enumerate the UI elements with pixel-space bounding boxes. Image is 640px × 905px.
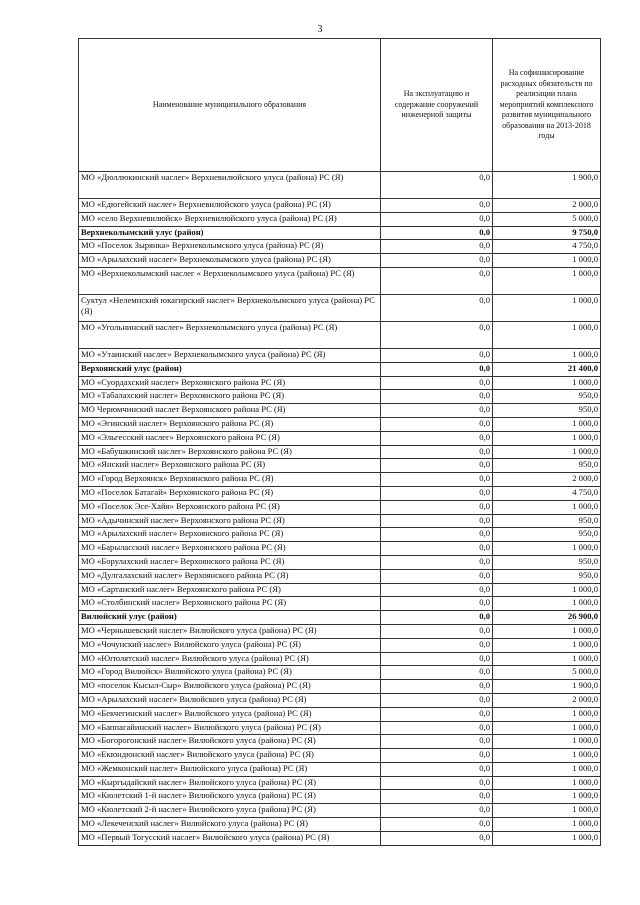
cell-maintenance: 0,0 [381, 693, 493, 707]
table-row [79, 240, 601, 254]
table-row [79, 555, 601, 569]
cell-maintenance: 0,0 [381, 500, 493, 514]
cell-name: МО «Чочунский наслег» Вилюйского улуса (района) РС (Я) [79, 638, 381, 652]
cell-cofinancing: 26 900,0 [493, 611, 601, 625]
cell-cofinancing: 1 000,0 [493, 597, 601, 611]
cell-cofinancing: 950,0 [493, 459, 601, 473]
cell-name: МО «Едюгейский наслег» Верхневилюйского улуса (района) РС (Я) [79, 199, 381, 213]
cell-cofinancing: 1 000,0 [493, 707, 601, 721]
header-cofinancing: На софинансирование расходных обязательств по реализации плана мероприятий комплексного развития муниципального образования на 2013-2018 годы [493, 39, 601, 172]
cell-maintenance: 0,0 [381, 376, 493, 390]
cell-cofinancing: 950,0 [493, 528, 601, 542]
cell-name: МО «Югюлятский наслег» Вилюйского улуса (района) РС (Я) [79, 652, 381, 666]
cell-maintenance: 0,0 [381, 267, 493, 294]
table-row [79, 790, 601, 804]
table-row [79, 212, 601, 226]
cell-cofinancing: 1 000,0 [493, 638, 601, 652]
cell-cofinancing: 950,0 [493, 569, 601, 583]
cell-maintenance: 0,0 [381, 790, 493, 804]
cell-maintenance: 0,0 [381, 362, 493, 376]
cell-cofinancing: 1 000,0 [493, 583, 601, 597]
cell-cofinancing: 1 000,0 [493, 267, 601, 294]
table-row [79, 542, 601, 556]
cell-maintenance: 0,0 [381, 431, 493, 445]
cell-name: МО «Янский наслег» Верхоянского района РС (Я) [79, 459, 381, 473]
cell-maintenance: 0,0 [381, 624, 493, 638]
cell-maintenance: 0,0 [381, 666, 493, 680]
table-row [79, 597, 601, 611]
cell-cofinancing: 2 000,0 [493, 199, 601, 213]
cell-maintenance: 0,0 [381, 749, 493, 763]
cell-maintenance: 0,0 [381, 611, 493, 625]
cell-cofinancing: 950,0 [493, 404, 601, 418]
cell-name: МО «Адычинский наслег» Верхоянского района РС (Я) [79, 514, 381, 528]
cell-maintenance: 0,0 [381, 212, 493, 226]
cell-cofinancing: 1 000,0 [493, 762, 601, 776]
cell-name: МО «Кюлетский 1-й наслег» Вилюйского улуса (района) РС (Я) [79, 790, 381, 804]
funding-table [78, 38, 601, 846]
table-row-district-total [79, 226, 601, 240]
cell-name: МО «Бекчегинский наслег» Вилюйского улуса (района) РС (Я) [79, 707, 381, 721]
cell-name: МО «Кыргыдайский наслег» Вилюйского улуса (района) РС (Я) [79, 776, 381, 790]
table-row [79, 528, 601, 542]
table-row [79, 680, 601, 694]
cell-name: МО «Поселок Эсе-Хайя» Верхоянского района РС (Я) [79, 500, 381, 514]
table-row [79, 735, 601, 749]
cell-cofinancing: 1 000,0 [493, 624, 601, 638]
cell-name: МО «Бабушкинский наслег» Верхоянского района РС (Я) [79, 445, 381, 459]
cell-name: МО «Город Вилюйск» Вилюйского улуса (района) РС (Я) [79, 666, 381, 680]
cell-cofinancing: 950,0 [493, 390, 601, 404]
cell-name: МО «Угольнинский наслег» Верхнеколымского улуса (района) РС (Я) [79, 321, 381, 348]
cell-maintenance: 0,0 [381, 569, 493, 583]
cell-name: МО «Арылахский наслег» Верхоянского района РС (Я) [79, 528, 381, 542]
cell-name: МО «Арылахский наслег» Верхнеколымского улуса (района) РС (Я) [79, 254, 381, 268]
cell-maintenance: 0,0 [381, 652, 493, 666]
cell-cofinancing: 2 000,0 [493, 693, 601, 707]
table-row [79, 818, 601, 832]
cell-cofinancing: 1 000,0 [493, 790, 601, 804]
cell-cofinancing: 1 900,0 [493, 680, 601, 694]
cell-name: МО «Сартанский наслег» Верхоянского района РС (Я) [79, 583, 381, 597]
cell-maintenance: 0,0 [381, 404, 493, 418]
table-row [79, 638, 601, 652]
cell-name: МО «поселок Кысыл-Сыр» Вилюйского улуса (района) РС (Я) [79, 680, 381, 694]
table-row [79, 721, 601, 735]
cell-maintenance: 0,0 [381, 254, 493, 268]
cell-cofinancing: 1 000,0 [493, 321, 601, 348]
cell-name: МО «Богорогонский наслег» Вилюйского улуса (района) РС (Я) [79, 735, 381, 749]
cell-maintenance: 0,0 [381, 528, 493, 542]
cell-name: МО «Город Верхоянск» Верхоянского района РС (Я) [79, 473, 381, 487]
cell-cofinancing: 1 000,0 [493, 431, 601, 445]
cell-cofinancing: 4 750,0 [493, 486, 601, 500]
cell-maintenance: 0,0 [381, 680, 493, 694]
cell-cofinancing: 9 750,0 [493, 226, 601, 240]
table-row [79, 804, 601, 818]
table-row [79, 376, 601, 390]
cell-cofinancing: 1 000,0 [493, 776, 601, 790]
cell-name: МО «Жемконский наслег» Вилюйского улуса (района) РС (Я) [79, 762, 381, 776]
header-name: Наименование муниципального образования [79, 39, 381, 172]
table-row [79, 445, 601, 459]
cell-name: МО «Табалахский наслег» Верхоянского района РС (Я) [79, 390, 381, 404]
cell-cofinancing: 1 000,0 [493, 818, 601, 832]
table-row [79, 431, 601, 445]
cell-cofinancing: 1 000,0 [493, 294, 601, 321]
cell-maintenance: 0,0 [381, 597, 493, 611]
cell-maintenance: 0,0 [381, 294, 493, 321]
table-header-row [79, 39, 601, 172]
cell-maintenance: 0,0 [381, 240, 493, 254]
table-row [79, 321, 601, 348]
table-row [79, 404, 601, 418]
table-row [79, 459, 601, 473]
cell-name: МО Черюмчинский наслет Верхоянского района РС (Я) [79, 404, 381, 418]
table-row [79, 348, 601, 362]
cell-name: МО «Чернышевский наслег» Вилюйского улуса (района) РС (Я) [79, 624, 381, 638]
table-row [79, 473, 601, 487]
cell-cofinancing: 4 750,0 [493, 240, 601, 254]
cell-cofinancing: 1 000,0 [493, 445, 601, 459]
cell-name: МО «Баппагайинский наслег» Вилюйского улуса (района) РС (Я) [79, 721, 381, 735]
cell-maintenance: 0,0 [381, 555, 493, 569]
cell-name: МО «Арылахский наслег» Вилюйского улуса (района) РС (Я) [79, 693, 381, 707]
cell-name: МО «Первый Тогусский наслег» Вилюйского улуса (района) РС (Я) [79, 831, 381, 845]
cell-maintenance: 0,0 [381, 762, 493, 776]
cell-name: МО «Поселок Зырянка» Верхнеколымского улуса (района) РС (Я) [79, 240, 381, 254]
table-row [79, 762, 601, 776]
cell-maintenance: 0,0 [381, 172, 493, 199]
cell-maintenance: 0,0 [381, 445, 493, 459]
cell-cofinancing: 1 000,0 [493, 652, 601, 666]
header-maintenance: На эксплуатацию и содержание сооружений инженерной защиты [381, 39, 493, 172]
table-row [79, 776, 601, 790]
cell-name: Суктул «Нелемнский юкагирский наслег» Верхнеколымского улуса (района) РС (Я) [79, 294, 381, 321]
cell-maintenance: 0,0 [381, 776, 493, 790]
cell-cofinancing: 1 000,0 [493, 804, 601, 818]
cell-maintenance: 0,0 [381, 348, 493, 362]
cell-maintenance: 0,0 [381, 583, 493, 597]
table-row [79, 390, 601, 404]
cell-name: МО «Верхнеколымский наслег « Верхнеколымского улуса (района) РС (Я) [79, 267, 381, 294]
cell-maintenance: 0,0 [381, 707, 493, 721]
table-row [79, 707, 601, 721]
table-row-district-total [79, 362, 601, 376]
cell-maintenance: 0,0 [381, 831, 493, 845]
table-row [79, 199, 601, 213]
cell-cofinancing: 1 000,0 [493, 348, 601, 362]
cell-cofinancing: 1 000,0 [493, 542, 601, 556]
table-row [79, 172, 601, 199]
cell-name: МО «село Верхневилюйск» Верхневилюйского улуса (района) РС (Я) [79, 212, 381, 226]
table-row [79, 417, 601, 431]
table-row [79, 652, 601, 666]
cell-name: МО «Столбинский наслег» Верхоянского района РС (Я) [79, 597, 381, 611]
cell-cofinancing: 21 400,0 [493, 362, 601, 376]
cell-name: МО «Дюллюкинский наслег» Верхневилюйского улуса (района) РС (Я) [79, 172, 381, 199]
cell-cofinancing: 1 000,0 [493, 376, 601, 390]
cell-name: Вилюйский улус (район) [79, 611, 381, 625]
cell-maintenance: 0,0 [381, 804, 493, 818]
page-number: 3 [317, 24, 323, 35]
table-row [79, 666, 601, 680]
cell-name: МО «Дулгалахский наслег» Верхоянского района РС (Я) [79, 569, 381, 583]
table-row [79, 749, 601, 763]
cell-name: МО «Борулахский наслег» Верхоянского района РС (Я) [79, 555, 381, 569]
table-row [79, 831, 601, 845]
cell-name: Верхоянский улус (район) [79, 362, 381, 376]
table-row-district-total [79, 611, 601, 625]
cell-cofinancing: 5 000,0 [493, 212, 601, 226]
table-row [79, 500, 601, 514]
cell-cofinancing: 950,0 [493, 555, 601, 569]
table-row [79, 486, 601, 500]
cell-maintenance: 0,0 [381, 486, 493, 500]
table-row [79, 254, 601, 268]
table-row [79, 624, 601, 638]
cell-maintenance: 0,0 [381, 321, 493, 348]
cell-cofinancing: 1 000,0 [493, 749, 601, 763]
cell-name: МО «Поселок Батагай» Верхоянского района РС (Я) [79, 486, 381, 500]
cell-maintenance: 0,0 [381, 638, 493, 652]
cell-maintenance: 0,0 [381, 459, 493, 473]
cell-name: МО «Екюндюнский наслег» Вилюйского улуса (района) РС (Я) [79, 749, 381, 763]
cell-cofinancing: 5 000,0 [493, 666, 601, 680]
cell-name: Верхнеколымский улус (район) [79, 226, 381, 240]
table-row [79, 514, 601, 528]
cell-name: МО «Эгинский наслег» Верхоянского района РС (Я) [79, 417, 381, 431]
cell-name: МО «Суордахский наслег» Верхоянского района РС (Я) [79, 376, 381, 390]
cell-name: МО «Лекеченский наслег» Вилюйского улуса (района) РС (Я) [79, 818, 381, 832]
cell-cofinancing: 1 000,0 [493, 500, 601, 514]
cell-cofinancing: 1 900,0 [493, 172, 601, 199]
cell-cofinancing: 1 000,0 [493, 831, 601, 845]
cell-name: МО «Барыласский наслег» Верхоянского района РС (Я) [79, 542, 381, 556]
cell-maintenance: 0,0 [381, 735, 493, 749]
cell-maintenance: 0,0 [381, 542, 493, 556]
cell-cofinancing: 2 000,0 [493, 473, 601, 487]
cell-name: МО «Утаинский наслег» Верхнеколымского улуса (района) РС (Я) [79, 348, 381, 362]
cell-maintenance: 0,0 [381, 514, 493, 528]
table-row [79, 569, 601, 583]
cell-cofinancing: 950,0 [493, 514, 601, 528]
cell-maintenance: 0,0 [381, 818, 493, 832]
table-row [79, 294, 601, 321]
table-row [79, 693, 601, 707]
cell-maintenance: 0,0 [381, 721, 493, 735]
cell-maintenance: 0,0 [381, 226, 493, 240]
cell-maintenance: 0,0 [381, 417, 493, 431]
table-row [79, 267, 601, 294]
table-row [79, 583, 601, 597]
cell-cofinancing: 1 000,0 [493, 417, 601, 431]
cell-name: МО «Кюлетский 2-й наслег» Вилюйского улуса (района) РС (Я) [79, 804, 381, 818]
cell-cofinancing: 1 000,0 [493, 721, 601, 735]
cell-maintenance: 0,0 [381, 199, 493, 213]
cell-maintenance: 0,0 [381, 390, 493, 404]
cell-cofinancing: 1 000,0 [493, 735, 601, 749]
cell-name: МО «Эльгесский наслег» Верхоянского района РС (Я) [79, 431, 381, 445]
cell-maintenance: 0,0 [381, 473, 493, 487]
cell-cofinancing: 1 000,0 [493, 254, 601, 268]
